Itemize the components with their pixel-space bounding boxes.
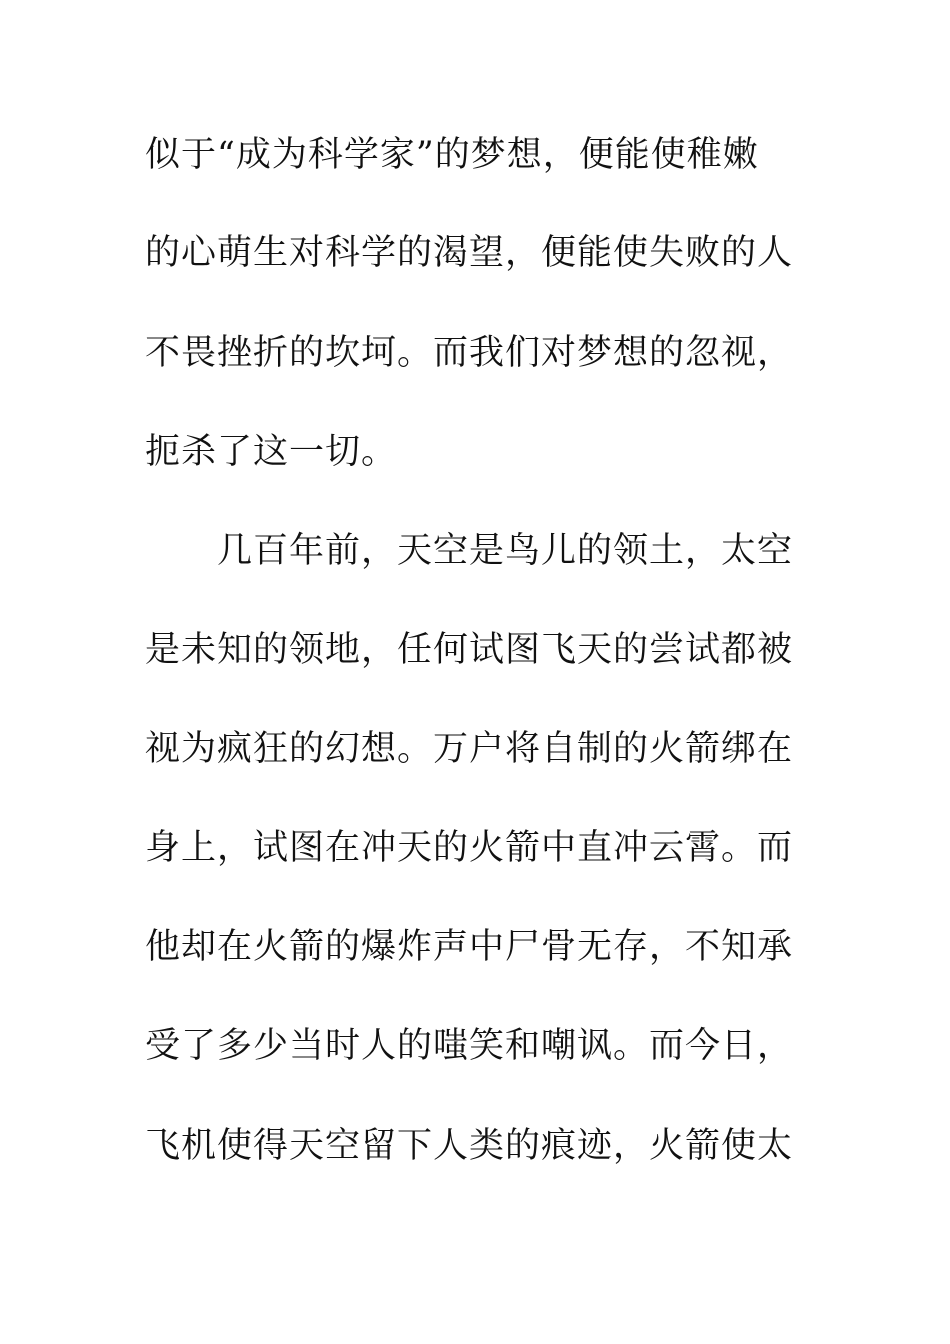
text-line-1: 似于“成为科学家”的梦想，便能使稚嫩 xyxy=(145,135,759,175)
text-line-3: 不畏挫折的坎坷。而我们对梦想的忽视， xyxy=(145,333,794,373)
text-line-10: 受了多少当时人的嗤笑和嘲讽。而今日， xyxy=(145,1026,794,1066)
text-line-7: 视为疯狂的幻想。万户将自制的火箭绑在 xyxy=(145,729,794,769)
text-line-6: 是未知的领地，任何试图飞天的尝试都被 xyxy=(145,630,794,670)
text-line-5: 几百年前，天空是鸟儿的领土，太空 xyxy=(145,531,794,571)
text-line-11: 飞机使得天空留下人类的痕迹，火箭使太 xyxy=(145,1126,794,1166)
text-line-4: 扼杀了这一切。 xyxy=(145,432,398,472)
text-line-9: 他却在火箭的爆炸声中尸骨无存，不知承 xyxy=(145,927,794,967)
text-line-2: 的心萌生对科学的渴望，便能使失败的人 xyxy=(145,233,794,273)
text-line-8: 身上，试图在冲天的火箭中直冲云霄。而 xyxy=(145,828,794,868)
